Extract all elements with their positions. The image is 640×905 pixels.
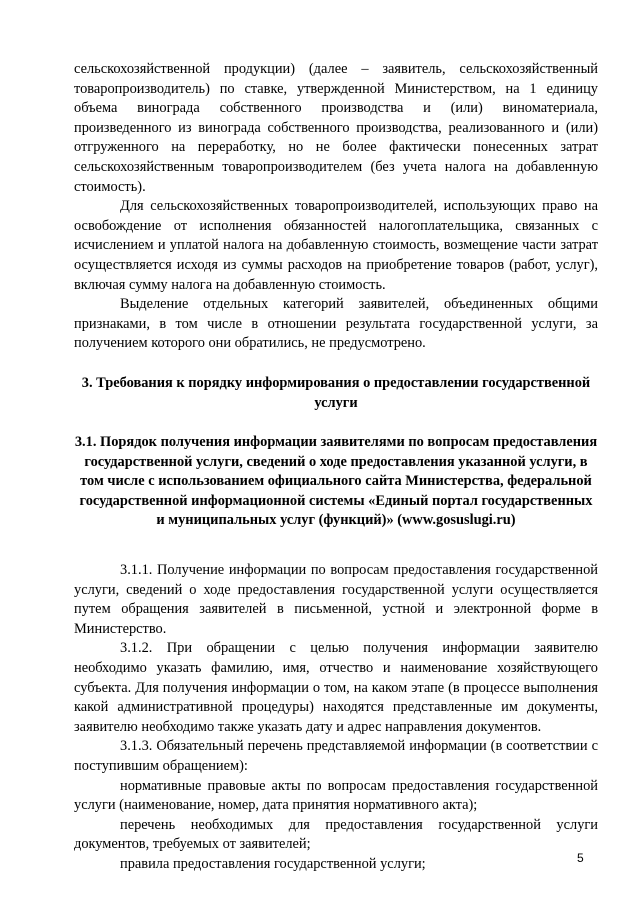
intro-paragraph-continued: сельскохозяйственной продукции) (далее – заявитель, сельскохозяйственный товаропроизводитель) по ставке, утвержденной Министерством, на 1 единицу объема винограда собственного производства и (или) виноматериала, произведенного из винограда собственного производства, реализованного и (или) отгруженного на переработку, но не более фактически понесенных затрат сельскохозяйственным товаропроизводителем (без учета налога на добавленную стоимость). — [74, 61, 598, 195]
page-number: 5 — [577, 851, 584, 865]
intro-paragraph-applicant-categories: Выделение отдельных категорий заявителей, объединенных общими признаками, в том числе в отношении результата государственной услуги, за получением которого они обратились, не предусмотрено. — [74, 296, 598, 352]
subsection-heading: 3.1. Порядок получения информации заявителями по вопросам предоставления государственной услуги, сведений о ходе предоставления указанной услуги, в том числе с использованием официального сайта Министерства, федеральной государственной информационной системы «Единый портал государственных и муниципальных услуг (функций)» (www.gosuslugi.ru) — [74, 434, 598, 529]
list-item-required-documents: перечень необходимых для предоставления государственной услуги документов, требуемых от заявителей; — [74, 816, 598, 853]
clause-3-1-1: 3.1.1. Получение информации по вопросам предоставления государственной услуги, сведений о ходе предоставления государственной услуги осуществляется путем обращения заявителей в письменной, устной и электронной форме в Министерство. — [74, 562, 598, 637]
intro-paragraph-vat-exemption: Для сельскохозяйственных товаропроизводителей, использующих право на освобождение от исполнения обязанностей налогоплательщика, связанных с исчислением и уплатой налога на добавленную стоимость, возмещение части затрат осуществляется исходя из суммы расходов на приобретение товаров (работ, услуг), включая сумму налога на добавленную стоимость. — [74, 198, 598, 293]
clause-3-1-3: 3.1.3. Обязательный перечень представляемой информации (в соответствии с поступившим обращением): — [74, 738, 598, 774]
list-item-service-rules: правила предоставления государственной услуги; — [120, 855, 426, 872]
page-content — [74, 60, 598, 875]
clause-3-1-2: 3.1.2. При обращении с целью получения информации заявителю необходимо указать фамилию, имя, отчество и наименование хозяйствующего субъекта. Для получения информации о том, на каком этапе (в процессе выполнения какой административной процедуры) находятся представленные им документы, заявителю необходимо также указать дату и адрес направления документов. — [74, 640, 598, 735]
section-heading: 3. Требования к порядку информирования о предоставлении государственной услуги — [81, 374, 591, 411]
list-item-normative-acts: нормативные правовые акты по вопросам предоставления государственной услуги (наименование, номер, дата принятия нормативного акта); — [74, 777, 598, 814]
